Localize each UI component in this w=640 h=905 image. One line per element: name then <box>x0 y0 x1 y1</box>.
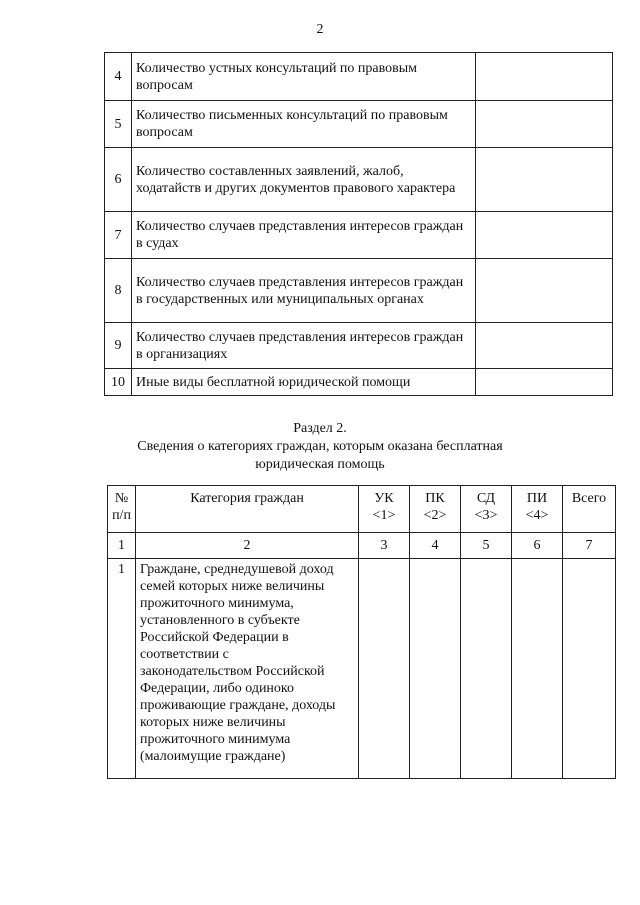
row-description: Количество случаев представления интересов граждан в государственных или муниципальных органах <box>132 259 476 323</box>
row-description: Количество составленных заявлений, жалоб, ходатайств и других документов правового характера <box>132 148 476 212</box>
row-number: 4 <box>105 53 132 101</box>
header-sd-footnote: <3> <box>474 508 498 523</box>
column-index: 4 <box>410 533 461 559</box>
value-cell-sd <box>461 559 512 779</box>
row-number: 1 <box>108 559 136 779</box>
header-number <box>108 486 136 533</box>
header-total: Всего <box>563 486 616 533</box>
value-cell-pk <box>410 559 461 779</box>
category-line: (малоимущие граждане) <box>140 749 286 764</box>
table-row <box>105 53 613 101</box>
category-line: прожиточного минимума, <box>140 596 294 611</box>
header-sd <box>461 486 512 533</box>
header-uk <box>359 486 410 533</box>
section-title: Раздел 2. <box>293 421 347 436</box>
row-number: 9 <box>105 323 132 369</box>
row-description: Количество устных консультаций по правовым вопросам <box>132 53 476 101</box>
section-heading <box>0 420 640 474</box>
row-number: 7 <box>105 212 132 259</box>
column-index: 6 <box>512 533 563 559</box>
category-line: которых ниже величины <box>140 715 286 730</box>
category-line: прожиточного минимума <box>140 732 291 747</box>
category-line: Граждане, среднедушевой доход <box>140 562 334 577</box>
table-row <box>105 259 613 323</box>
header-sd-label: СД <box>476 491 496 506</box>
category-line: проживающие граждане, доходы <box>140 698 336 713</box>
category-line: установленного в субъекте <box>140 613 300 628</box>
row-number: 8 <box>105 259 132 323</box>
header-pk <box>410 486 461 533</box>
value-cell <box>476 212 613 259</box>
table-row <box>105 101 613 148</box>
value-cell-uk <box>359 559 410 779</box>
section-subtitle-line: Сведения о категориях граждан, которым оказана бесплатная <box>137 439 503 454</box>
table-row <box>105 369 613 396</box>
value-cell <box>476 259 613 323</box>
header-category: Категория граждан <box>136 486 359 533</box>
value-cell <box>476 148 613 212</box>
value-cell-pi <box>512 559 563 779</box>
value-cell <box>476 53 613 101</box>
citizen-categories-table <box>107 485 616 779</box>
column-index: 2 <box>136 533 359 559</box>
column-index: 1 <box>108 533 136 559</box>
column-index: 3 <box>359 533 410 559</box>
row-number: 6 <box>105 148 132 212</box>
row-description: Количество письменных консультаций по правовым вопросам <box>132 101 476 148</box>
column-index-row <box>108 533 616 559</box>
table-row <box>105 148 613 212</box>
value-cell <box>476 369 613 396</box>
table-row <box>105 323 613 369</box>
category-line: соответствии с <box>140 647 229 662</box>
section-subtitle-line: юридическая помощь <box>255 457 385 472</box>
column-index: 7 <box>563 533 616 559</box>
legal-aid-counts-table <box>104 52 613 396</box>
header-number-symbol: № <box>114 491 129 506</box>
header-pi-footnote: <4> <box>525 508 549 523</box>
header-row <box>108 486 616 533</box>
value-cell <box>476 323 613 369</box>
row-description: Количество случаев представления интересов граждан в организациях <box>132 323 476 369</box>
column-index: 5 <box>461 533 512 559</box>
row-number: 5 <box>105 101 132 148</box>
category-line: Российской Федерации в <box>140 630 289 645</box>
table-row <box>108 559 616 779</box>
value-cell <box>476 101 613 148</box>
value-cell-total <box>563 559 616 779</box>
header-pi-label: ПИ <box>526 491 548 506</box>
category-line: законодательством Российской <box>140 664 325 679</box>
category-line: семей которых ниже величины <box>140 579 325 594</box>
page-number: 2 <box>316 22 324 37</box>
category-line: Федерации, либо одиноко <box>140 681 295 696</box>
category-description <box>136 559 359 779</box>
header-uk-footnote: <1> <box>372 508 396 523</box>
header-uk-label: УК <box>374 491 394 506</box>
header-pi <box>512 486 563 533</box>
row-number: 10 <box>105 369 132 396</box>
header-pk-label: ПК <box>425 491 445 506</box>
table-row <box>105 212 613 259</box>
row-description: Иные виды бесплатной юридической помощи <box>132 369 476 396</box>
header-pk-footnote: <2> <box>423 508 447 523</box>
header-number-abbr: п/п <box>112 508 131 523</box>
row-description: Количество случаев представления интересов граждан в судах <box>132 212 476 259</box>
